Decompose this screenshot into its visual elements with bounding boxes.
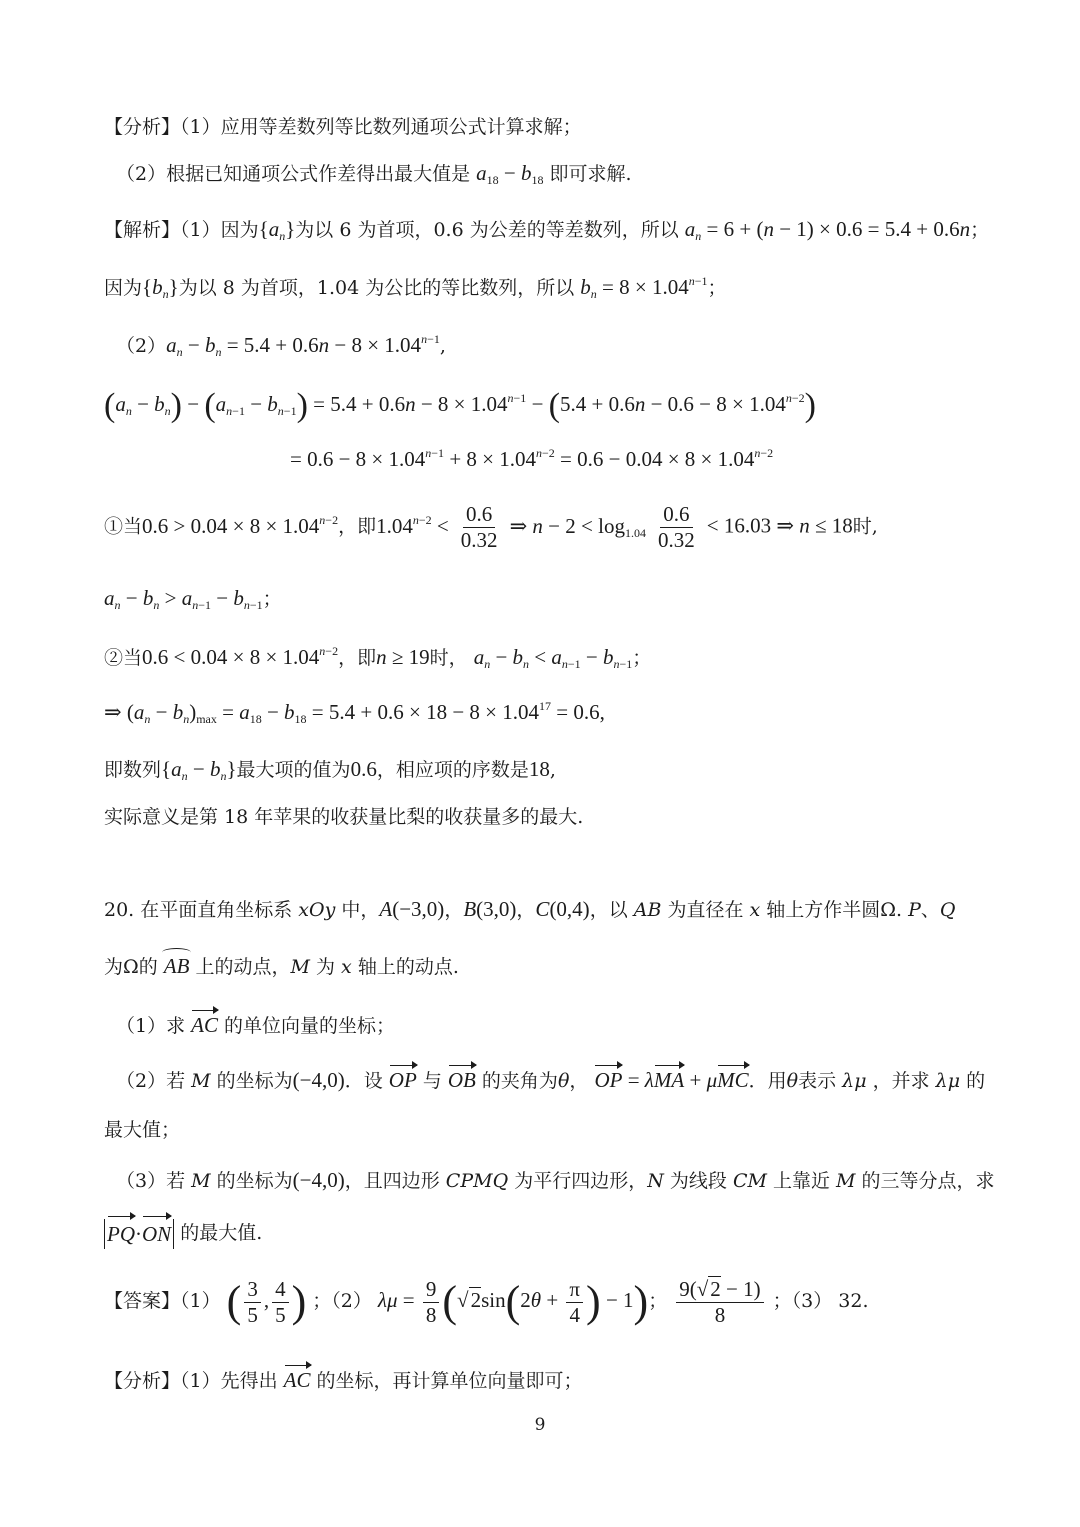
solution-line10: 即数列$\{a_n - b_n\}$最大项的值为0.6，相应项的序数是18, [104, 757, 556, 783]
solution-line1: 【解析】（1）因为$\{a_n\}$为以 6 为首项，0.6 为公差的等差数列，所以 $a_n = 6 + (n - 1) \times 0.6 = 5.4 + 0.6n$； [104, 217, 990, 243]
analysis1-tag: 【分析】 [104, 116, 181, 138]
analysis2-tag: 【分析】 [104, 1370, 181, 1392]
fraction-1: $\frac{0.6}{0.32}$ [460, 502, 498, 553]
solution-line11: 实际意义是第 18 年苹果的收获量比梨的收获量多的最大. [104, 806, 584, 828]
analysis1-part1: （1）应用等差数列等比数列通项公式计算求解； [180, 116, 582, 138]
answer-line: 【答案】（1） ( $\frac{3}{5}$ , $\frac{4}{5}$ ) ；（2） λμ = $\frac{9}{8}$ (√2sin(2θ + $\frac{\pi}{4}$ ) − 1)； $\frac{9(√2 - 1)}{8}$ ；（3） 32. [104, 1276, 869, 1327]
solution-line3: $(2)a_n - b_n = 5.4 + 0.6n - 8 \times 1.04^{n-1}$, [116, 332, 446, 359]
problem20-q2: （2）若 M 的坐标为(−4,0)．设 OP 与 OB 的夹角为θ， OP = λMA + μMC．用θ表示 λμ ，并求 λμ 的 [116, 1068, 986, 1092]
solution-line7: $a_n - b_n > a_{n-1} - b_{n-1}$； [104, 586, 282, 612]
analysis1-part2-end: 即可求解. [549, 163, 632, 185]
vector-ac: AC [191, 1013, 218, 1037]
problem20-q3: （3）若 M 的坐标为(−4,0)，且四边形 CPMQ 为平行四边形，N 为线段 CM 上靠近 M 的三等分点，求 [116, 1168, 995, 1192]
fraction-2: $\frac{0.6}{0.32}$ [658, 502, 695, 553]
answer-tag: 【答案】 [104, 1290, 181, 1313]
problem20-line1: 20. 在平面直角坐标系 xOy 中，A(−3,0)，B(3,0)，C(0,4)，以 AB 为直径在 x 轴上方作半圆Ω. P、Q [104, 897, 956, 921]
solution-line4: $(a_n - b_n) - (a_{n-1} - b_{n-1}) = 5.4 + 0.6n - 8 \times 1.04^{n-1} - (5.4 + 0.6n - 0.6 - 8 \times 1.04^{n-2})$ [104, 387, 816, 424]
analysis1-part2-text: （2）根据已知通项公式作差得出最大值是 [116, 163, 471, 185]
solution-line6: ①当$0.6 > 0.04 \times 8 \times 1.04^{n-2}$，即$1.04^{n-2}$ < $\frac{0.6}{0.32}$ ⇒ $n - 2 < \log_{1.04}$ $\frac{0.6}{0.32}$ < 16.03 ⇒ n ≤ 18时, [104, 502, 878, 553]
page-number: 9 [534, 1415, 546, 1435]
solution-line2: 因为$\{b_n\}$为以 8 为首项，1.04 为公比的等比数列，所以 $b_n = 8 \times 1.04^{n-1}$； [104, 274, 727, 301]
analysis1-part2-math: $a_{18} - b_{18}$ [476, 161, 544, 187]
problem20-q2b: 最大值； [104, 1119, 181, 1141]
solution-line9: ⇒ $(a_n - b_n)_{max} = a_{18} - b_{18} = 5.4 + 0.6 \times 18 - 8 \times 1.04^{17} = 0.6$, [104, 699, 605, 726]
analysis1-line1 [104, 116, 582, 139]
problem20-q3b: PQ·ON 的最大值. [104, 1219, 262, 1249]
arc-ab: AB [163, 954, 190, 978]
fraction-answer2: $\frac{9(√2 - 1)}{8}$ [676, 1278, 763, 1327]
abs-dot-product: PQ·ON [104, 1219, 174, 1249]
analysis2-line: 【分析】（1）先得出 AC 的坐标，再计算单位向量即可； [104, 1368, 583, 1392]
problem20-line2: 为Ω的 AB 上的动点，M 为 x 轴上的动点. [104, 954, 459, 978]
analysis1-line2 [116, 161, 632, 186]
solution-line8: ②当$0.6 < 0.04 \times 8 \times 1.04^{n-2}$，即n ≥ 19时， $a_n - b_n < a_{n-1} - b_{n-1}$； [104, 644, 652, 671]
problem20-q1: （1）求 AC 的单位向量的坐标； [116, 1013, 396, 1037]
solution-tag: 【解析】 [104, 219, 181, 241]
solution-line5: = $0.6 - 8 \times 1.04^{n-1} + 8 \times 1.04^{n-2} = 0.6 - 0.04 \times 8 \times 1.04^{n-2}$ [290, 446, 774, 471]
